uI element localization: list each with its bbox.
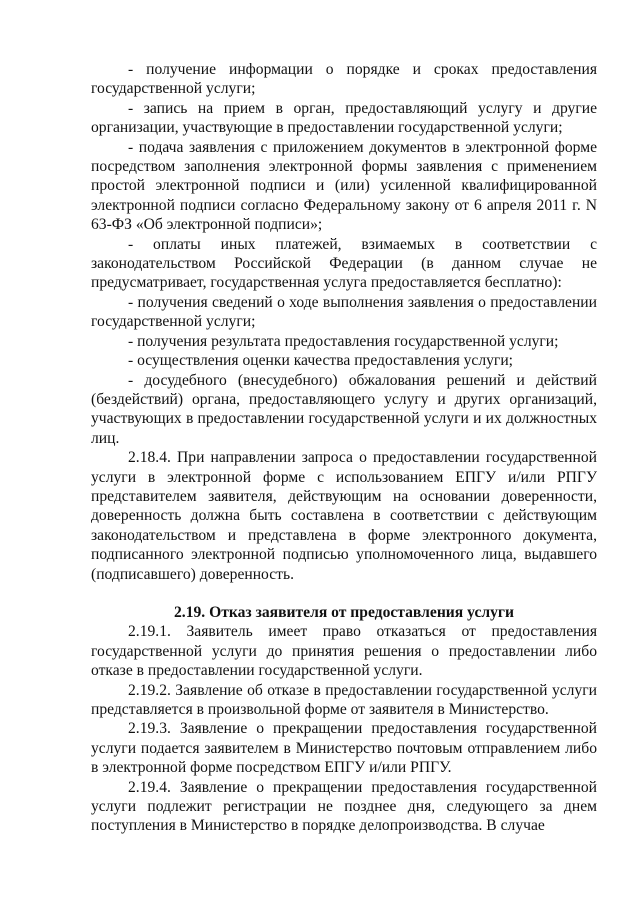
- document-page: [91, 60, 597, 836]
- paragraph-2-18-4: 2.18.4. При направлении запроса о предоставлении государственной услуги в электронной форме с использованием ЕПГУ и/или РПГУ представителем заявителя, действующим на основании доверенности, доверенность должна быть составлена в соответствии с действующим законодательством и представлена в форме электронного документа, подписанного электронной подписью уполномоченного лица, выдавшего (подписавшего) доверенность.: [91, 449, 597, 583]
- list-item-quality: - осуществления оценки качества предоставления услуги;: [128, 352, 514, 370]
- list-item-info: - получение информации о порядке и сроках предоставления государственной услуги;: [91, 61, 597, 98]
- list-item-payments: - оплаты иных платежей, взимаемых в соответствии с законодательством Российской Федерации (в данном случае не предусматривает, государственная услуга предоставляется бесплатно):: [91, 235, 597, 292]
- list-item-appeal: - досудебного (внесудебного) обжалования решений и действий (бездействий) органа, предоставляющего услугу и других организаций, участвующих в предоставлении государственной услуги и их должностных лиц.: [91, 371, 597, 447]
- list-item-application: - подача заявления с приложением документов в электронной форме посредством заполнения электронной формы заявления с применением простой электронной подписи и (или) усиленной квалифицированной электронной подписи согласно Федеральному закону от 6 апреля 2011 г. N 63-ФЗ «Об электронной подписи»;: [91, 138, 597, 234]
- list-item-result: - получения результата предоставления государственной услуги;: [128, 332, 559, 350]
- list-item-appointment: - запись на прием в орган, предоставляющий услугу и другие организации, участвующие в предоставлении государственной услуги;: [91, 99, 597, 137]
- list-item-progress: - получения сведений о ходе выполнения заявления о предоставлении государственной услуги;: [91, 293, 597, 331]
- paragraph-2-19-1: 2.19.1. Заявитель имеет право отказаться от предоставления государственной услуги до принятия решения о предоставлении либо отказе в предоставлении государственной услуги.: [91, 623, 597, 680]
- paragraph-2-19-3: 2.19.3. Заявление о прекращении предоставления государственной услуги подается заявителем в Министерство почтовым отправлением либо в электронной форме посредством ЕПГУ и/или РПГУ.: [91, 720, 597, 777]
- section-heading: 2.19. Отказ заявителя от предоставления услуги: [174, 603, 514, 621]
- paragraph-2-19-2: 2.19.2. Заявление об отказе в предоставлении государственной услуги представляется в произвольной форме от заявителя в Министерство.: [91, 681, 597, 718]
- paragraph-2-19-4: 2.19.4. Заявление о прекращении предоставления государственной услуги подлежит регистрации не позднее дня, следующего за днем поступления в Министерство в порядке делопроизводства. В случае: [91, 778, 597, 835]
